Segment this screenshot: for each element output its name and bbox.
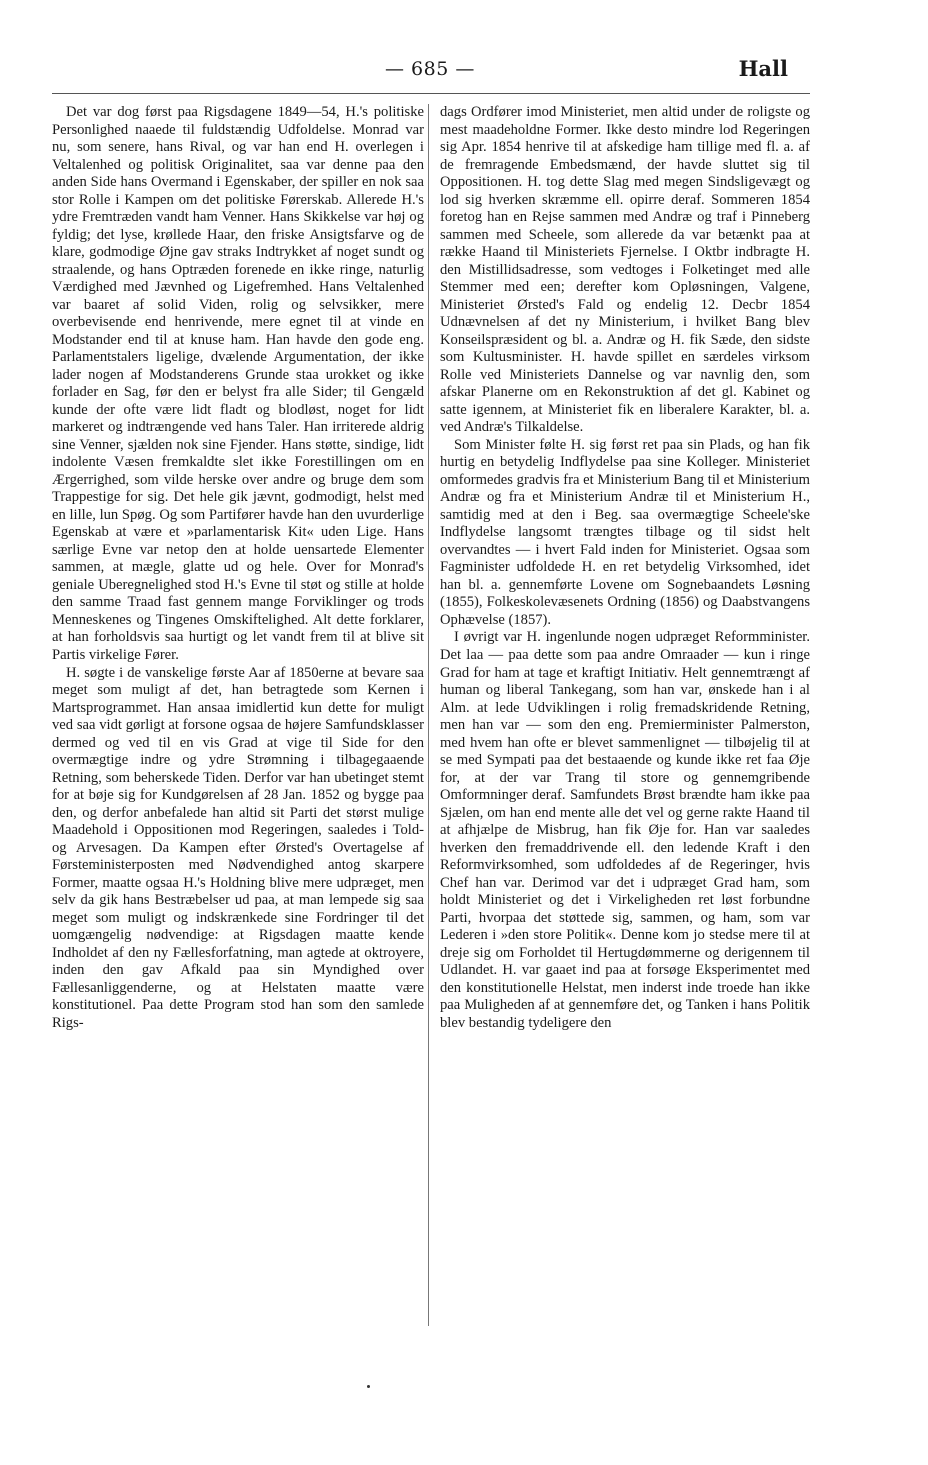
paragraph: I øvrigt var H. ingenlunde nogen udpræget Reformminister. Det laa — paa dette som paa andre Omraader — kun i ringe Grad for ham at tage et kraftigt Initiativ. Helt gennemtrængt af human og liberal Tankegang, som han var, ønskede han i al Alm. at lede Udviklingen i rolig fremadskridende Retning, men han var — som den eng. Premierminister Palmerston, med hvem han ofte er blevet sammenlignet — tilbøjelig til at se med Sympati paa det bestaaende og kunde ikke ret faa Øje for, at der var Trang til store og gennemgribende Omformninger deraf. Samfundets Brøst brændte ham ikke paa Sjælen, om han end mente alle det vel og gerne rakte Haand til at afhjælpe de Misbrug, han fik Øje for. Han var saaledes hverken den fremaddrivende ell. den ledende Kraft i den Reformvirksomhed, som udfoldedes af de Regeringer, hvis Chef han var. Derimod var det i udpræget Grad ham, som holdt Ministeriet og det i Virkeligheden ret løst forbundne Parti, hvorpaa det støttede sig, sammen, og ham, som var Lederen i »den store Politik«. Denne kom jo stedse mere til at dreje sig om Forholdet til Hertugdømmerne og derigennem til Udlandet. H. var gaaet ind paa at forsøge Eksperimentet med den konstitutionelle Helstat, men inderst inde troede han ikke paa Muligheden af at gennemføre det, og Tanken i hans Politik blev bestandig tydeligere den bbox=[440, 629, 810, 1031]
paragraph: Det var dog først paa Rigsdagene 1849—54, H.'s politiske Personlighed naaede til fuldstændig Udfoldelse. Monrad var nu, som senere, hans Rival, og var han end H. overlegen i Veltalenhed og politisk Originalitet, saa var denne paa den anden Side hans Overmand i Egenskaber, der spiller en nok saa stor Rolle i Kampen om det politiske Førerskab. Allerede H.'s ydre Fremtræden vandt ham Venner. Hans Skikkelse var høj og fyldig; det lyse, krøllede Haar, den friske Ansigtsfarve og de klare, godmodige Øjne gav straks Indtrykket af noget sundt og straalende, og hans Optræden forenede en ikke ringe, naturlig Værdighed med Jævnhed og Ligefremhed. Hans Veltalenhed var baaret af solid Viden, rolig og selvsikker, mere overbevisende end henrivende, mere egnet til at vinde en Modstander end til at knuse ham. Han havde den gode eng. Parlamentstalers ligelige, dvælende Argumentation, der ikke lader nogen af Modstanderens Grunde staa urokket og ikke forlader en Sag, før den er belyst fra alle Sider; til Gengæld kunde der ofte være lidt fladt og blodløst, noget for lidt markeret og indtrængende ved hans Taler. Han irriterede aldrig sine Venner, sjælden nok sine Fjender. Hans støtte, sindige, lidt indolente Væsen fremkaldte slet ikke Forestillingen om en Ærgerrighed, som vilde herske over andre og bruge dem som Trappestige for sig. Det hele gik jævnt, godmodigt, helst med en lille, lun Spøg. Og som Partifører havde han den uvurderlige Egenskab at være et »parlamentarisk Kit« uden Lige. Hans særlige Evne var netop den at holde uensartede Elementer sammen, at mægle, glatte ud og hele. Over for Monrad's geniale Uberegnelighed stod H.'s Evne til støt og stille at holde den samme Traad fast gennem mange Forviklinger og trods Menneskenes og Tingenes Omskiftelighed. Alt dette forklarer, at han forholdsvis saa hurtigt og let vandt frem til at blive sit Partis virkelige Fører. bbox=[52, 104, 424, 663]
page-number: — 685 — bbox=[385, 58, 475, 80]
running-headword: Hall bbox=[738, 56, 788, 81]
paragraph: Som Minister følte H. sig først ret paa sin Plads, og han fik hurtig en betydelig Indflydelse paa sine Kolleger. Ministeriet omformedes gradvis fra et Ministerium Bang til et Ministerium Andræ og fra et Ministerium Andræ til et Ministerium H., samtidig med at den i Beg. saa overmægtige Scheele'ske Indflydelse langsomt trængtes tilbage og til sidst helt overvandtes — i hvert Fald inden for Ministeriet. Ogsaa som Fagminister udfoldede H. en ret betydelig Virksomhed, idet han bl. a. gennemførte Lovene om Sognebaandets Løsning (1855), Folkeskolevæsenets Ordning (1856) og Daabstvangens Ophævelse (1857). bbox=[440, 436, 810, 628]
paragraph: dags Ordfører imod Ministeriet, men altid under de roligste og mest maadeholdne Former. Ikke desto mindre lod Regeringen sig Apr. 1854 henrive til at afskedige ham tillige med fl. a. af de fremragende Embedsmænd, der havde sluttet sig til Oppositionen. H. tog dette Slag med megen Sindsligevægt og lod sig hverken skræmme ell. opirre deraf. Sommeren 1854 foretog han en Rejse sammen med Andræ og traf i Pinneberg sammen med Scheele, som allerede da var betænkt paa at række Haand til Ministeriets Fjernelse. I Oktbr indbragte H. den Mistillidsadresse, som vedtoges i Folketinget med alle Stemmer med een; derefter kom Opløsningen, Valgene, Ministeriet Ørsted's Fald og endelig 12. Decbr 1854 Udnævnelsen af det ny Ministerium, i hvilket Bang blev Konseilspræsident og bl. a. Andræ og H. fik Sæde, den sidste som Kultusminister. H. havde spillet en særdeles virksom Rolle ved Ministeriets Dannelse og var navnlig den, som afskar Planerne om en Rekonstruktion af det gl. Kabinet og satte igennem, at Ministeriet fik en liberalere Karakter, bl. a. ved Andræ's Tilkaldelse. bbox=[440, 104, 810, 436]
column-divider bbox=[428, 104, 429, 1326]
page-header bbox=[0, 58, 928, 86]
header-divider bbox=[52, 93, 810, 94]
paragraph: H. søgte i de vanskelige første Aar af 1850erne at bevare saa meget som muligt af det, han betragtede som Kernen i Martsprogrammet. Han ansaa imidlertid kun dette for muligt ved saa vidt gørligt at forsone ogsaa de højere Samfundsklasser dermed og ved til en vis Grad at vige til Side for den overmægtige indre og ydre Strømning i tilbagegaaende Retning, som beherskede Tiden. Derfor var han ubetinget stemt for at bøje sig for Kundgørelsen af 28 Jan. 1852 og bygge paa den, og derfor anbefalede han altid sit Parti det størst mulige Maadehold i Oppositionen mod Regeringen, saaledes i Told- og Arvesagen. Da Kampen efter Ørsted's Overtagelse af Førsteministerposten med Nødvendighed antog skarpere Former, maatte ogsaa H.'s Holdning blive mere udpræget, men selv da gik hans Bestræbelser ud paa, at man lempede sig saa meget som muligt og indskrænkede sine Fordringer til det uomgængelig nødvendige: at Rigsdagen maatte kende Indholdet af den ny Fællesforfatning, man agtede at oktroyere, inden den gav Afkald paa sin Myndighed over Fællesanliggenderne, og at Helstaten maatte være konstitutionel. Paa dette Program stod han som den samlede Rigs- bbox=[52, 664, 424, 1031]
left-column bbox=[52, 104, 424, 1032]
right-column bbox=[440, 104, 810, 1032]
ink-speck bbox=[367, 1385, 370, 1388]
